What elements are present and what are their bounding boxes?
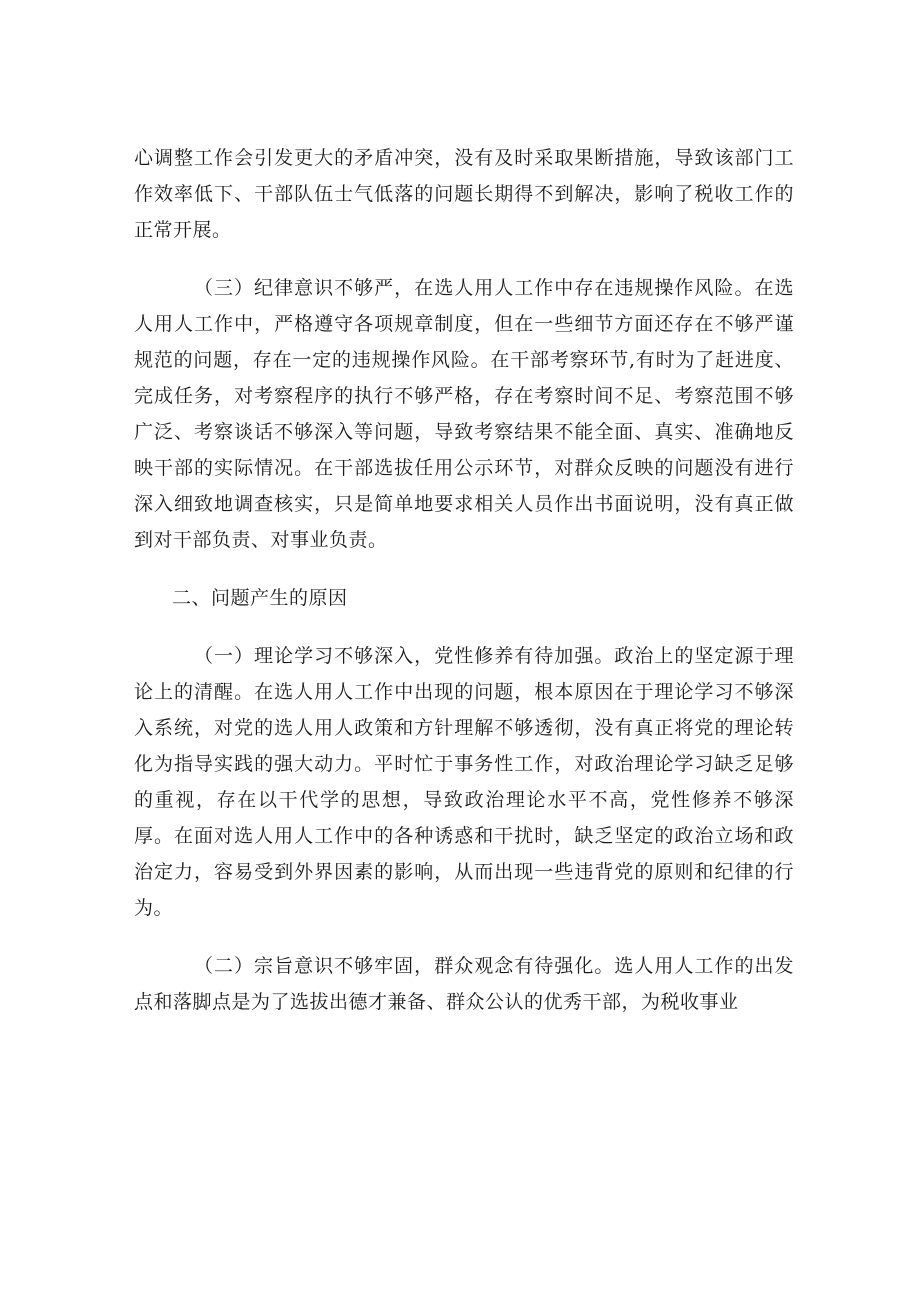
paragraph-discipline-awareness: （三）纪律意识不够严，在选人用人工作中存在违规操作风险。在选人用人工作中，严格遵守各项规章制度，但在一些细节方面还存在不够严谨规范的问题，存在一定的违规操作风险。在干部考察环节,有时为了赶进度、完成任务，对考察程序的执行不够严格，存在考察时间不足、考察范围不够广泛、考察谈话不够深入等问题，导致考察结果不能全面、真实、准确地反映干部的实际情况。在干部选拔任用公示环节，对群众反映的问题没有进行深入细致地调查核实，只是简单地要求相关人员作出书面说明，没有真正做到对干部负责、对事业负责。 xyxy=(134,277,794,551)
paragraph-purpose-awareness: （二）宗旨意识不够牢固，群众观念有待强化。选人用人工作的出发点和落脚点是为了选拔出德才兼备、群众公认的优秀干部，为税收事业 xyxy=(134,955,794,1013)
paragraph-theory-study: （一）理论学习不够深入，党性修养有待加强。政治上的坚定源于理论上的清醒。在选人用人工作中出现的问题，根本原因在于理论学习不够深入系统，对党的选人用人政策和方针理解不够透彻，没有真正将党的理论转化为指导实践的强大动力。平时忙于事务性工作，对政治理论学习缺乏足够的重视，存在以干代学的思想，导致政治理论水平不高，党性修养不够深厚。在面对选人用人工作中的各种诱惑和干扰时，缺乏坚定的政治立场和政治定力，容易受到外界因素的影响，从而出现一些违背党的原则和纪律的行为。 xyxy=(134,645,794,919)
section-heading-causes: 二、问题产生的原因 xyxy=(172,587,348,609)
document-body xyxy=(134,140,794,1042)
paragraph-continuation: 心调整工作会引发更大的矛盾冲突，没有及时采取果断措施，导致该部门工作效率低下、干部队伍士气低落的问题长期得不到解决，影响了税收工作的正常开展。 xyxy=(134,147,794,241)
